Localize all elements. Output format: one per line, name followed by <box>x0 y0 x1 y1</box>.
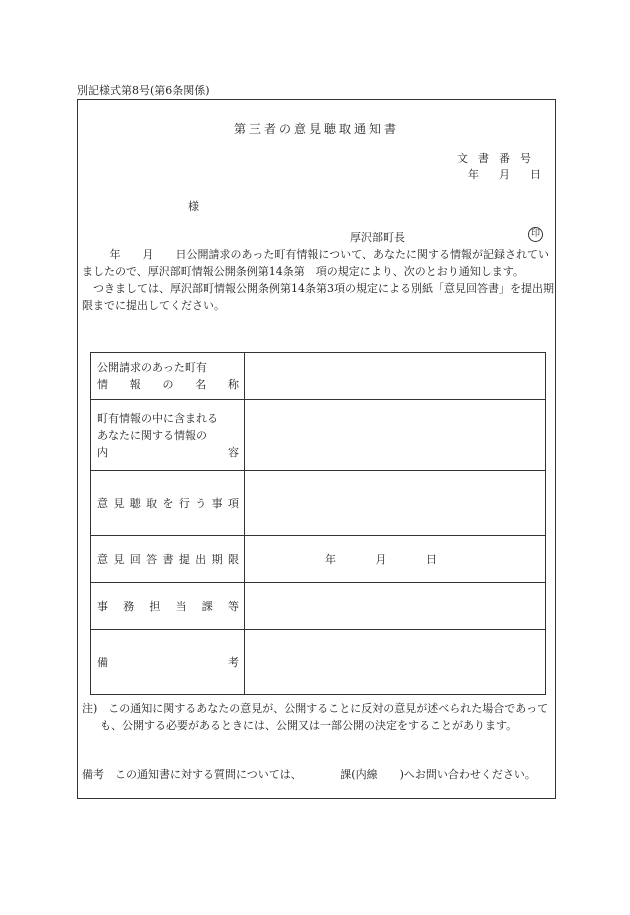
label-line: 備考 <box>97 655 239 669</box>
table-label-info-content <box>91 400 245 471</box>
deadline-day: 日 <box>426 553 437 566</box>
table-row <box>91 630 546 695</box>
table-label-deadline <box>91 536 245 583</box>
table-row <box>91 471 546 536</box>
issue-date <box>448 166 541 182</box>
notice-form <box>77 99 556 799</box>
notice-body <box>82 246 554 314</box>
document-number-label: 文書番号 <box>457 152 541 165</box>
label-line: 内容 <box>97 445 239 459</box>
issue-date-year: 年 <box>468 168 479 181</box>
label-line: 公開請求のあった町有 <box>97 361 207 374</box>
label-line: あなたに関する情報の <box>97 428 207 442</box>
table-value-info-content[interactable] <box>245 400 546 471</box>
label-line: 意見回答書提出期限 <box>97 552 239 566</box>
table-label-department <box>91 583 245 630</box>
table-row <box>91 536 546 583</box>
table-value-hearing-matter[interactable] <box>245 471 546 536</box>
sender-name: 厚沢部町長 <box>350 231 405 244</box>
table-row <box>91 583 546 630</box>
document-title: 第三者の意見聴取通知書 <box>233 122 399 136</box>
seal-mark: 印 <box>528 227 543 242</box>
deadline-year: 年 <box>325 553 336 566</box>
remarks-text: 備考 この通知書に対する質問については、 課(内線 )へお問い合わせください。 <box>82 768 536 781</box>
note-text <box>82 700 552 734</box>
label-line: 町有情報の中に含まれる <box>97 411 218 425</box>
label-line: 事務担当課等 <box>97 599 239 613</box>
body-paragraph-1: 年 月 日公開請求のあった町有情報について、あなたに関する情報が記録されていましたので、厚沢部町情報公開条例第14条第 項の規定により、次のとおり通知します。 <box>82 248 549 278</box>
table-value-remarks[interactable] <box>245 630 546 695</box>
label-line: 意見聴取を行う事項 <box>97 496 239 510</box>
table-label-remarks <box>91 630 245 695</box>
label-line: 情報の名称 <box>97 378 239 391</box>
body-paragraph-2: つきましては、厚沢部町情報公開条例第14条第3項の規定による別紙「意見回答書」を提出期限までに提出してください。 <box>82 282 554 312</box>
table-value-deadline[interactable] <box>245 536 546 583</box>
table-value-department[interactable] <box>245 583 546 630</box>
addressee-suffix: 様 <box>188 200 199 213</box>
table-value-request-info[interactable] <box>245 353 546 400</box>
table-label-hearing-matter <box>91 471 245 536</box>
form-label: 別記様式第8号(第6条関係) <box>77 84 210 97</box>
info-table <box>90 352 546 695</box>
note-body: 注) この通知に関するあなたの意見が、公開することに反対の意見が述べられた場合であっても、公開する必要があるときには、公開又は一部公開の決定をすることがあります。 <box>82 702 549 732</box>
table-label-request-info <box>91 353 245 400</box>
deadline-month: 月 <box>375 553 387 566</box>
issue-date-day: 日 <box>530 168 541 181</box>
issue-date-month: 月 <box>499 168 510 181</box>
table-row <box>91 353 546 400</box>
table-row <box>91 400 546 471</box>
